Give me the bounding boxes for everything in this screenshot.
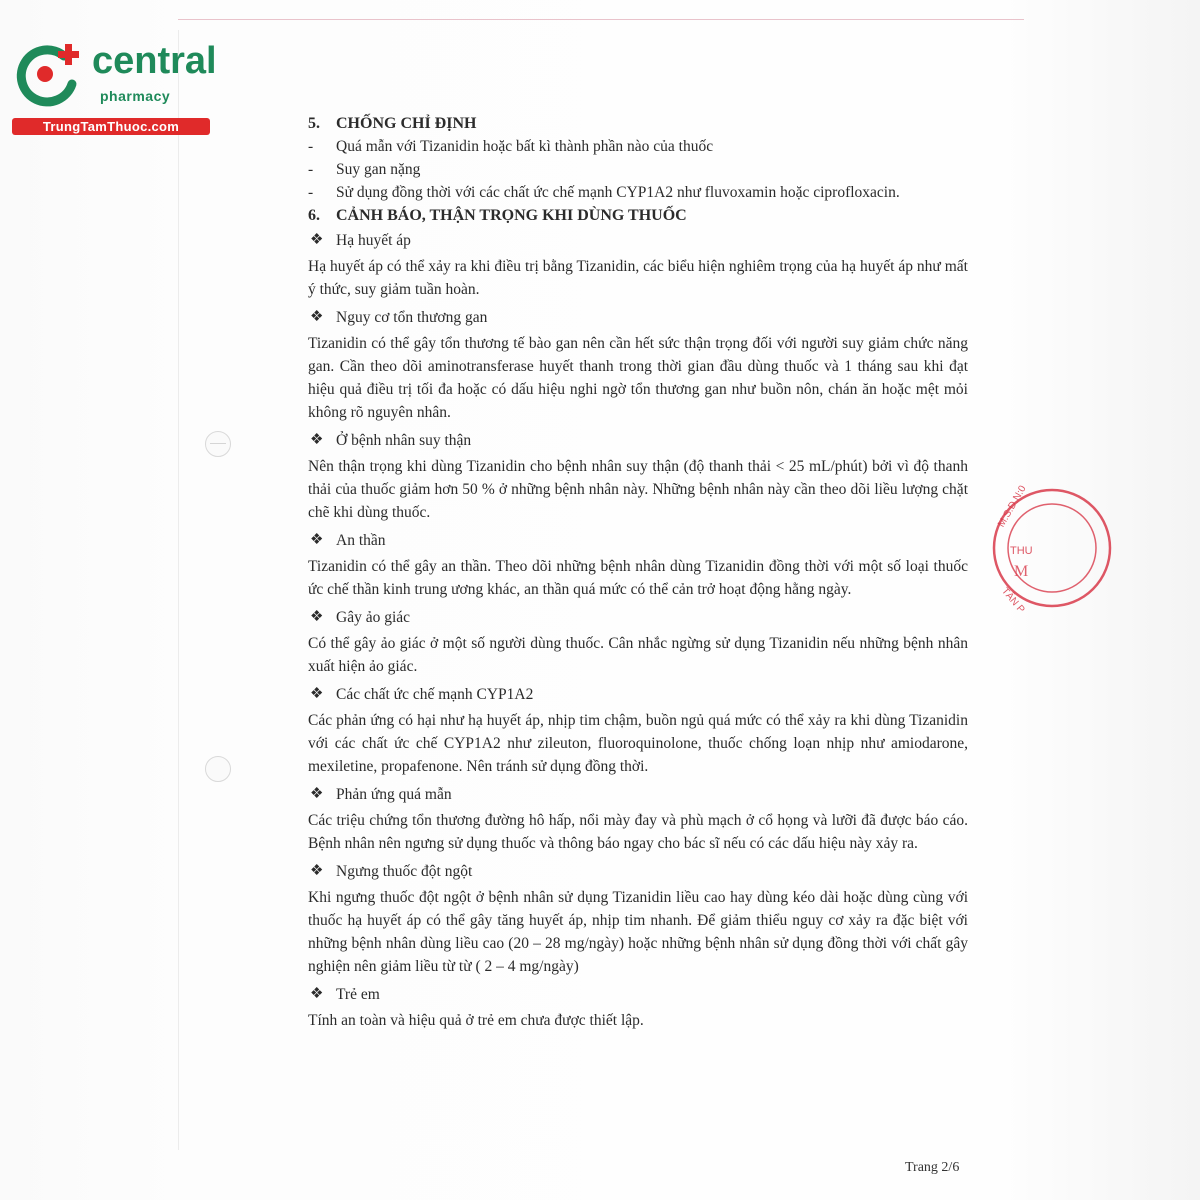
diamond-bullet-icon: ❖ <box>310 785 324 802</box>
paragraph: Hạ huyết áp có thể xảy ra khi điều trị bằng Tizanidin, các biểu hiện nghiêm trọng của hạ huyết áp như mất ý thức, suy giảm tuần hoàn. <box>308 258 968 298</box>
svg-text:TÂN P: TÂN P <box>999 585 1027 616</box>
section-title: CẢNH BÁO, THẬN TRỌNG KHI DÙNG THUỐC <box>336 207 687 224</box>
paragraph: Nên thận trọng khi dùng Tizanidin cho bệnh nhân suy thận (độ thanh thải < 25 mL/phút) bởi vì độ thanh thải của thuốc giảm hơn 50 % ở những bệnh nhân này. Những bệnh nhân này cần theo dõi liều lượng chặt chẽ khi dùng thuốc. <box>308 458 968 521</box>
logo-wordmark: central <box>92 40 217 82</box>
list-item: - Quá mẫn với Tizanidin hoặc bất kì thành phần nào của thuốc <box>308 138 714 155</box>
subsection-heading: ❖ Ở bệnh nhân suy thận <box>308 428 968 452</box>
logo-tagline: pharmacy <box>100 88 171 104</box>
pharmacy-cross-icon <box>12 38 86 112</box>
paragraph: Có thể gây ảo giác ở một số người dùng thuốc. Cân nhắc ngừng sử dụng Tizanidin nếu những bệnh nhân xuất hiện ảo giác. <box>308 635 968 675</box>
subsection-heading: ❖ Hạ huyết áp <box>308 228 968 252</box>
punch-hole <box>205 756 231 782</box>
section-number: 5. <box>308 115 320 132</box>
subsection-heading: ❖ Nguy cơ tổn thương gan <box>308 305 968 329</box>
paragraph: Tính an toàn và hiệu quả ở trẻ em chưa được thiết lập. <box>308 1012 644 1029</box>
punch-hole <box>205 431 231 457</box>
diamond-bullet-icon: ❖ <box>310 985 324 1002</box>
diamond-bullet-icon: ❖ <box>310 308 324 325</box>
section-heading-warnings <box>308 204 968 227</box>
diamond-bullet-icon: ❖ <box>310 431 324 448</box>
central-pharmacy-logo <box>12 38 217 138</box>
paragraph: Khi ngưng thuốc đột ngột ở bệnh nhân sử dụng Tizanidin liều cao hay dùng kéo dài hoặc dùng cùng với thuốc hạ huyết áp có thể gây tăng huyết áp, nhịp tim nhanh. Để giảm thiểu nguy cơ xảy ra đặc biệt với những bệnh nhân dùng liều cao (20 – 28 mg/ngày) hoặc những bệnh nhân sử dụng đồng thời với chất gây nghiện nên giảm liều từ từ ( 2 – 4 mg/ngày) <box>308 889 968 975</box>
subsection-heading: ❖ Ngưng thuốc đột ngột <box>308 859 968 883</box>
subsection-heading: ❖ Gây ảo giác <box>308 605 968 629</box>
section-heading-contraindications <box>308 112 968 135</box>
svg-text:M: M <box>1014 563 1029 580</box>
subsection-heading: ❖ Phản ứng quá mẫn <box>308 782 968 806</box>
list-item: - Suy gan nặng <box>308 161 421 178</box>
subsection-heading: ❖ An thần <box>308 528 968 552</box>
diamond-bullet-icon: ❖ <box>310 862 324 879</box>
section-number: 6. <box>308 207 320 224</box>
subsection-heading: ❖ Các chất ức chế mạnh CYP1A2 <box>308 682 968 706</box>
logo-website: TrungTamThuoc.com <box>12 118 210 135</box>
page-number: Trang 2/6 <box>905 1160 960 1175</box>
section-title: CHỐNG CHỈ ĐỊNH <box>336 115 477 132</box>
diamond-bullet-icon: ❖ <box>310 685 324 702</box>
diamond-bullet-icon: ❖ <box>310 608 324 625</box>
document-body <box>308 112 968 1036</box>
diamond-bullet-icon: ❖ <box>310 531 324 548</box>
top-rule <box>178 19 1024 20</box>
page-left-edge <box>178 30 179 1150</box>
paragraph: Tizanidin có thể gây tổn thương tế bào gan nên cần hết sức thận trọng đối với người suy giảm chức năng gan. Cần theo dõi aminotransferase huyết thanh trong thời gian đầu dùng thuốc và 1 tháng sau khi đạt hiệu quả điều trị tối đa hoặc có dấu hiệu nghi ngờ tổn thương gan như buồn nôn, chán ăn hoặc mệt mỏi không rõ nguyên nhân. <box>308 335 968 421</box>
official-stamp <box>990 482 1060 622</box>
svg-text:THU: THU <box>1010 545 1033 557</box>
paragraph: Các triệu chứng tổn thương đường hô hấp, nổi mày đay và phù mạch ở cổ họng và lưỡi đã được báo cáo. Bệnh nhân nên ngưng sử dụng thuốc và thông báo ngay cho bác sĩ nếu có các dấu hiệu này xảy ra. <box>308 812 968 852</box>
subsection-heading: ❖ Trẻ em <box>308 982 968 1006</box>
diamond-bullet-icon: ❖ <box>310 231 324 248</box>
paragraph: Các phản ứng có hại như hạ huyết áp, nhịp tim chậm, buồn ngủ quá mức có thể xảy ra khi dùng Tizanidin với các chất ức chế CYP1A2 như zileuton, fluoroquinolone, thuốc chống loạn nhịp như amiodarone, mexiletine, propafenone. Nên tránh sử dụng đồng thời. <box>308 712 968 775</box>
list-item: - Sử dụng đồng thời với các chất ức chế mạnh CYP1A2 như fluvoxamin hoặc ciprofloxacin. <box>308 184 900 201</box>
svg-text:M.S.D.N:0: M.S.D.N:0 <box>996 483 1029 530</box>
paragraph: Tizanidin có thể gây an thần. Theo dõi những bệnh nhân dùng Tizanidin đồng thời với một số loại thuốc ức chế thần kinh trung ương khác, an thần quá mức có thể cản trở hoạt động hằng ngày. <box>308 558 968 598</box>
